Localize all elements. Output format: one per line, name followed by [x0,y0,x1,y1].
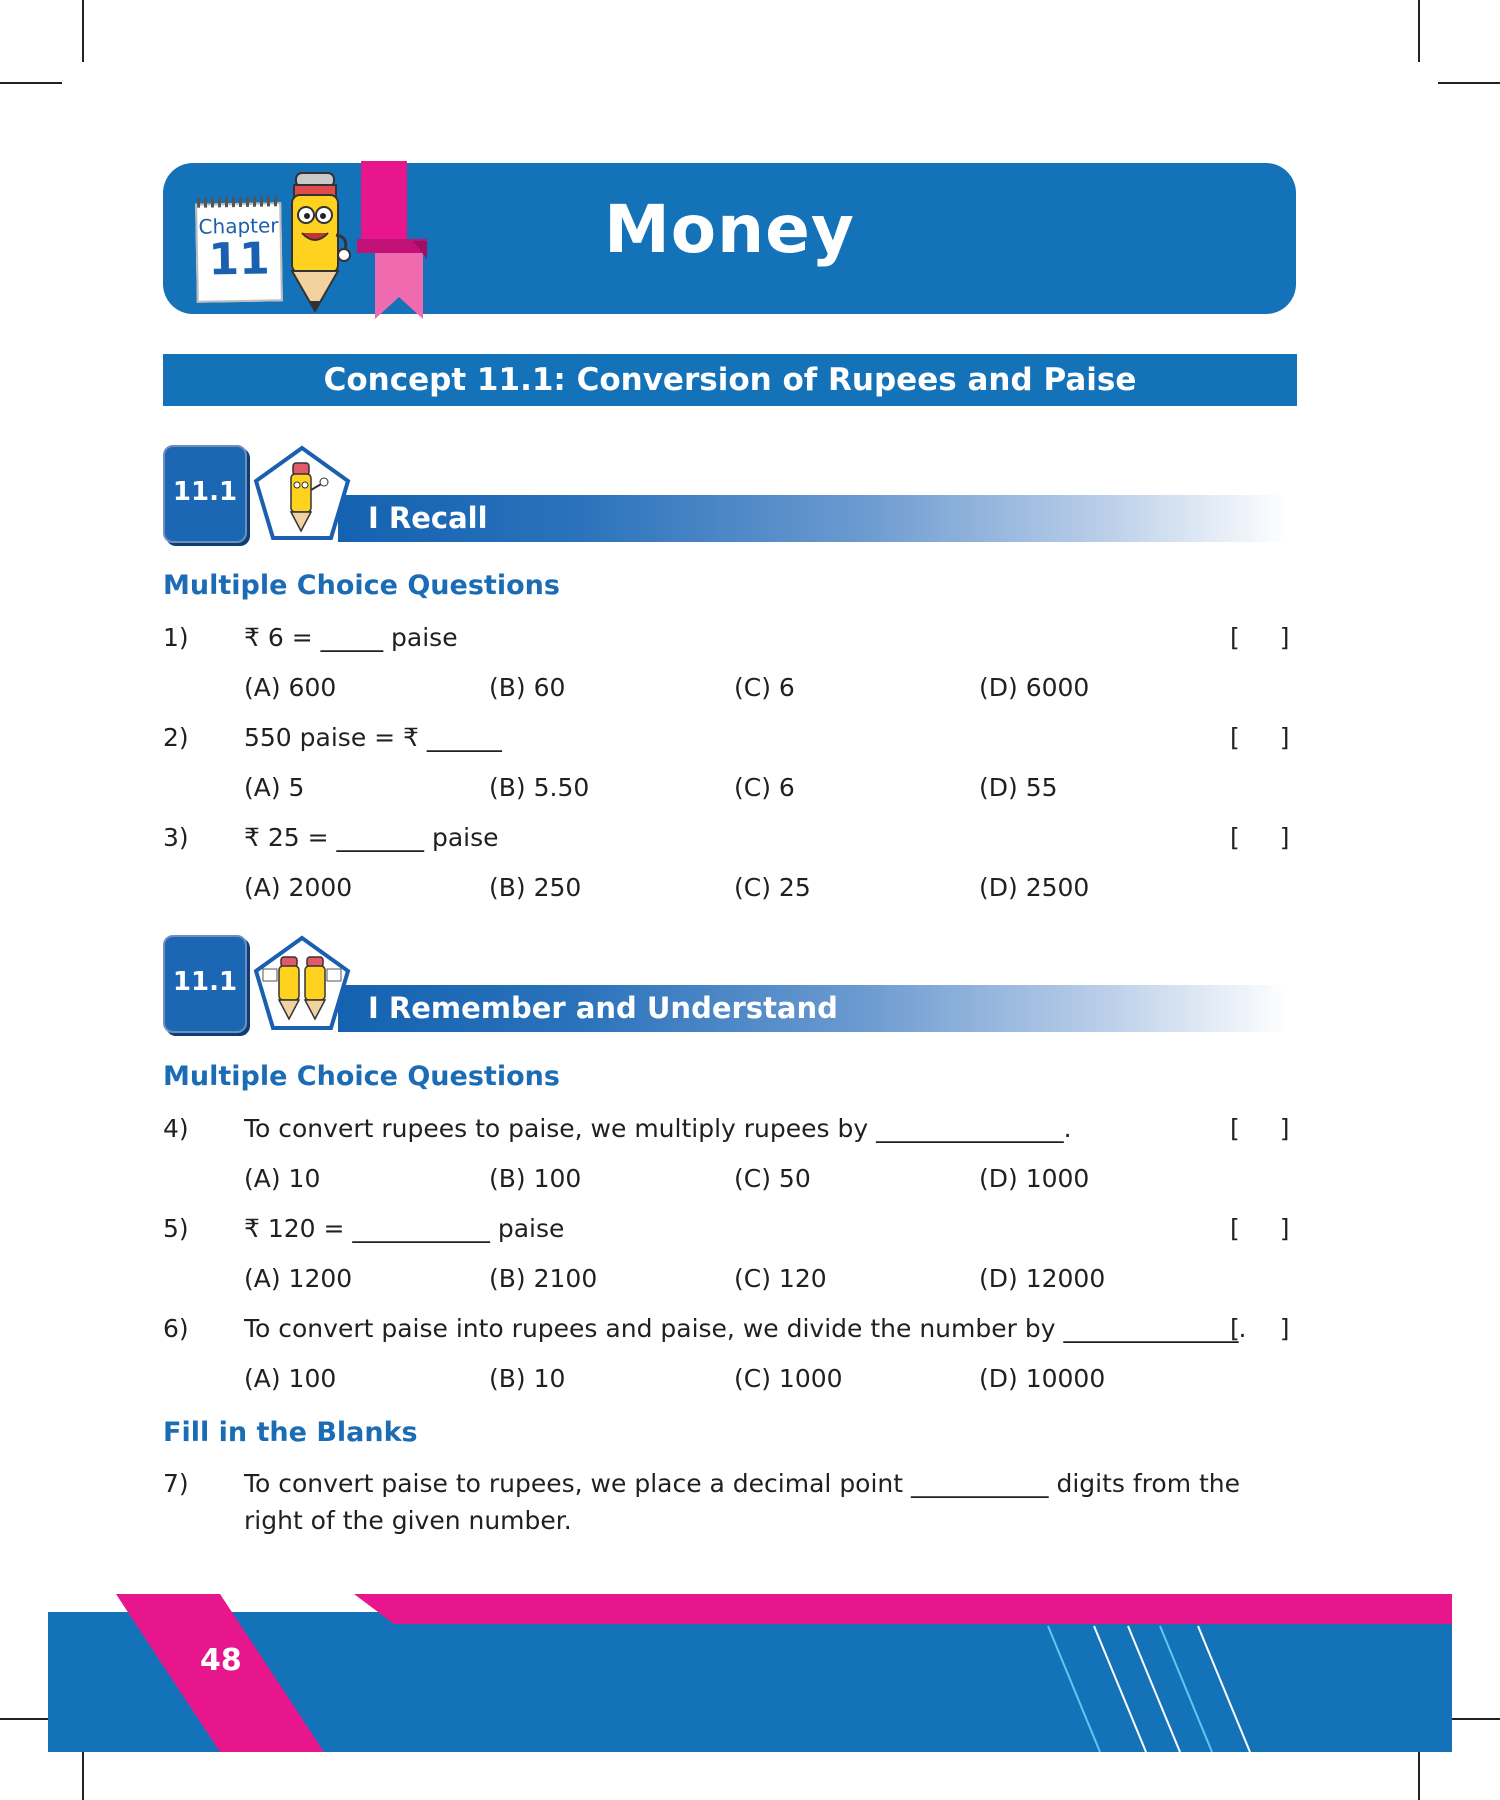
answer-bracket[interactable]: [ ] [1230,723,1290,752]
option-c[interactable]: (C) 1000 [734,1364,843,1393]
option-a[interactable]: (A) 5 [244,773,305,802]
question-number: 6) [163,1314,189,1343]
option-b[interactable]: (B) 100 [489,1164,582,1193]
footer-band [48,1594,1452,1752]
section-header-recall [163,445,1303,545]
question-text: To convert paise into rupees and paise, we divide the number by ______________. [244,1314,1247,1343]
option-a[interactable]: (A) 100 [244,1364,337,1393]
section-number-box: 11.1 [163,445,247,543]
option-c[interactable]: (C) 50 [734,1164,811,1193]
chapter-banner [163,163,1296,314]
pencil-mascot-icon [253,445,351,541]
option-a[interactable]: (A) 1200 [244,1264,353,1293]
answer-bracket[interactable]: [ ] [1230,623,1290,652]
mcq-heading: Multiple Choice Questions [163,570,560,601]
question-number: 3) [163,823,189,852]
option-d[interactable]: (D) 2500 [979,873,1090,902]
section-title: I Recall [368,501,488,535]
chapter-label: Chapter [198,213,279,239]
answer-bracket[interactable]: [ ] [1230,1114,1290,1143]
question-number: 2) [163,723,189,752]
option-c[interactable]: (C) 25 [734,873,811,902]
option-a[interactable]: (A) 2000 [244,873,353,902]
question-text: 550 paise = ₹ ______ [244,723,502,752]
option-d[interactable]: (D) 6000 [979,673,1090,702]
two-pencils-mascot-icon [253,935,351,1031]
question-number: 7) [163,1469,189,1498]
question-text: To convert paise to rupees, we place a decimal point ___________ digits from the right of the given number. [244,1469,1241,1535]
mcq-heading: Multiple Choice Questions [163,1061,560,1092]
option-b[interactable]: (B) 5.50 [489,773,590,802]
option-b[interactable]: (B) 10 [489,1364,566,1393]
crop-mark [1418,0,1420,62]
question-text: To convert rupees to paise, we multiply rupees by _______________. [244,1114,1072,1143]
option-b[interactable]: (B) 60 [489,673,566,702]
section-title-bar [338,985,1288,1032]
question-number: 5) [163,1214,189,1243]
section-title: I Remember and Understand [368,991,838,1025]
section-title-bar [338,495,1288,542]
section-number-box: 11.1 [163,935,247,1033]
crop-mark [1438,82,1500,84]
option-d[interactable]: (D) 10000 [979,1364,1106,1393]
fill-blanks-heading: Fill in the Blanks [163,1417,418,1448]
crop-mark [82,0,84,62]
option-a[interactable]: (A) 600 [244,673,337,702]
option-d[interactable]: (D) 55 [979,773,1058,802]
answer-bracket[interactable]: [ ] [1230,1314,1290,1343]
section-header-remember-understand [163,935,1303,1035]
option-c[interactable]: (C) 120 [734,1264,827,1293]
option-c[interactable]: (C) 6 [734,673,795,702]
question-text: ₹ 25 = _______ paise [244,823,499,852]
concept-title: Concept 11.1: Conversion of Rupees and Paise [163,354,1297,406]
question-number: 4) [163,1114,189,1143]
chapter-number: 11 [208,233,271,286]
answer-bracket[interactable]: [ ] [1230,1214,1290,1243]
chapter-title: Money [604,191,855,268]
question-number: 1) [163,623,189,652]
option-b[interactable]: (B) 2100 [489,1264,598,1293]
question-text: ₹ 6 = _____ paise [244,623,458,652]
option-d[interactable]: (D) 12000 [979,1264,1106,1293]
answer-bracket[interactable]: [ ] [1230,823,1290,852]
crop-mark [0,82,62,84]
question-text: ₹ 120 = ___________ paise [244,1214,565,1243]
option-b[interactable]: (B) 250 [489,873,582,902]
option-c[interactable]: (C) 6 [734,773,795,802]
option-a[interactable]: (A) 10 [244,1164,321,1193]
page-number: 48 [200,1643,242,1678]
option-d[interactable]: (D) 1000 [979,1164,1090,1193]
